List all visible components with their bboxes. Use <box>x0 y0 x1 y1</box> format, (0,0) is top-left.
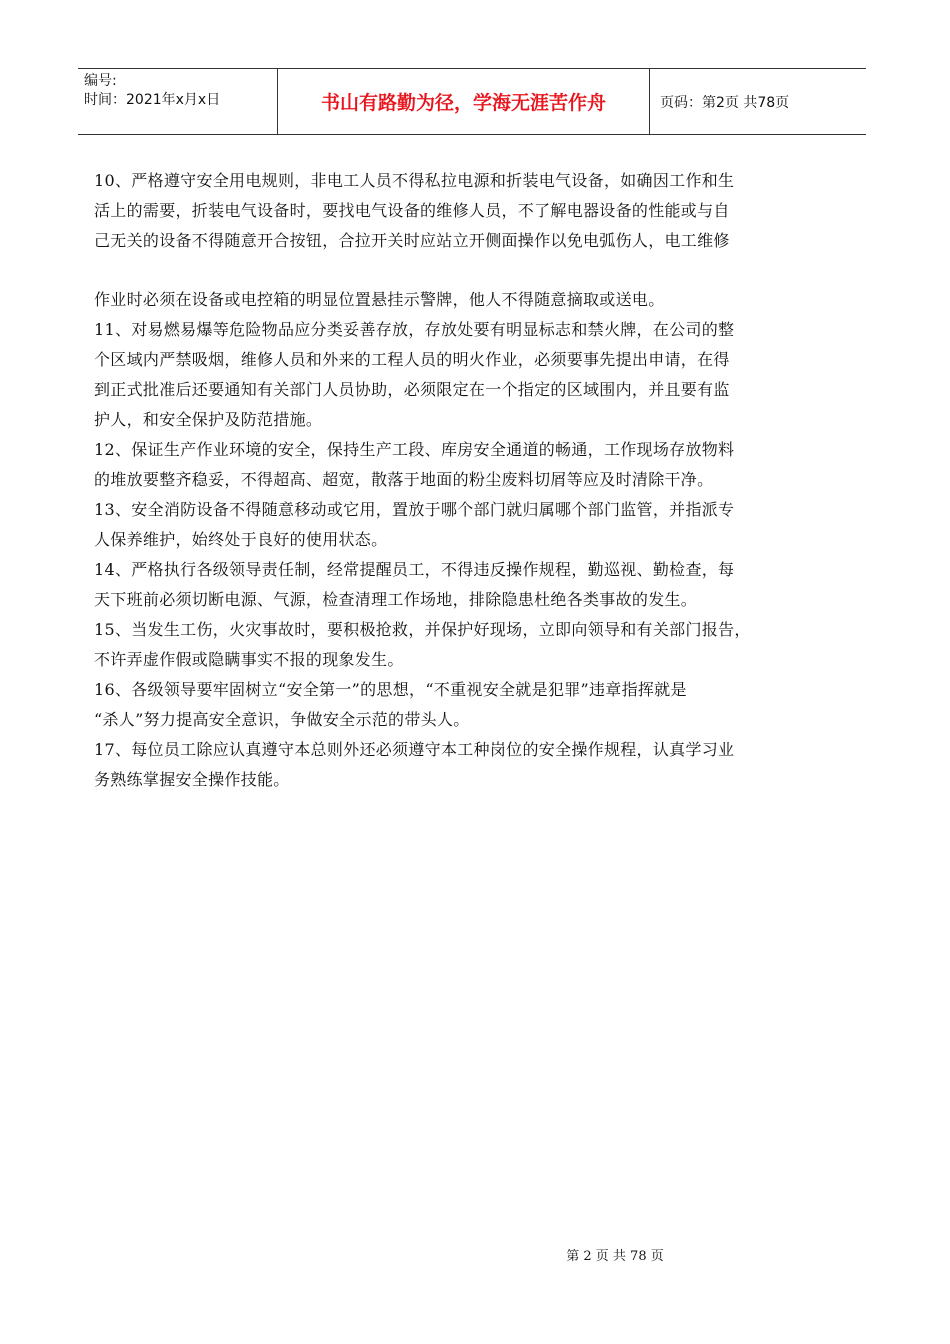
paragraph-line: 活上的需要，折装电气设备时，要找电气设备的维修人员，不了解电器设备的性能或与自 <box>94 201 730 220</box>
header-meta <box>78 69 278 134</box>
paragraph-line: “杀人”努力提高安全意识，争做安全示范的带头人。 <box>94 710 470 729</box>
paragraph-line: 人保养维护，始终处于良好的使用状态。 <box>94 530 388 549</box>
paragraph-line: 11、对易燃易爆等危险物品应分类妥善存放，存放处要有明显标志和禁火牌，在公司的整 <box>94 320 735 339</box>
paragraph-line: 10、严格遵守安全用电规则，非电工人员不得私拉电源和折装电气设备，如确因工作和生 <box>94 171 735 190</box>
rule-paragraph <box>94 735 864 795</box>
paragraph-line: 13、安全消防设备不得随意移动或它用，置放于哪个部门就归属哪个部门监管，并指派专 <box>94 500 735 519</box>
paragraph-line: 不许弄虚作假或隐瞒事实不报的现象发生。 <box>94 650 404 669</box>
rule-paragraph <box>94 675 864 735</box>
page-footer: 第 2 页 共 78 页 <box>566 1249 664 1264</box>
rule-paragraph <box>94 315 864 435</box>
rule-paragraph <box>94 166 864 315</box>
paragraph-line: 14、严格执行各级领导责任制，经常提醒员工，不得违反操作规程，勤巡视、勤检查，每 <box>94 560 735 579</box>
paragraph-line: 护人，和安全保护及防范措施。 <box>94 410 323 429</box>
paragraph-line: 15、当发生工伤，火灾事故时，要积极抢救，并保护好现场，立即向领导和有关部门报告， <box>94 620 751 639</box>
rule-paragraph <box>94 495 864 555</box>
rule-paragraph <box>94 615 864 675</box>
paragraph-line: 17、每位员工除应认真遵守本总则外还必须遵守本工种岗位的安全操作规程，认真学习业 <box>94 740 735 759</box>
page-header <box>78 68 866 135</box>
header-page-number: 页码：第2页 共78页 <box>660 94 790 111</box>
paragraph-line: 己无关的设备不得随意开合按钮，合拉开关时应站立开侧面操作以免电弧伤人，电工维修 <box>94 231 730 250</box>
paragraph-gap <box>94 256 864 285</box>
rule-paragraph <box>94 555 864 615</box>
paragraph-line: 12、保证生产作业环境的安全，保持生产工段、库房安全通道的畅通，工作现场存放物料 <box>94 440 735 459</box>
paragraph-line: 务熟练掌握安全操作技能。 <box>94 770 290 789</box>
document-number-label: 编号: <box>84 73 117 89</box>
document-time-label: 时间：2021年x月x日 <box>84 92 221 108</box>
paragraph-line: 作业时必须在设备或电控箱的明显位置悬挂示警牌，他人不得随意摘取或送电。 <box>94 290 665 309</box>
paragraph-line: 到正式批准后还要通知有关部门人员协助，必须限定在一个指定的区域围内，并且要有监 <box>94 380 730 399</box>
header-motto: 书山有路勤为径，学海无涯苦作舟 <box>278 69 650 134</box>
paragraph-line: 的堆放要整齐稳妥，不得超高、超宽，散落于地面的粉尘废料切屑等应及时清除干净。 <box>94 470 714 489</box>
document-body <box>94 166 864 795</box>
paragraph-line: 天下班前必须切断电源、气源，检查清理工作场地，排除隐患杜绝各类事故的发生。 <box>94 590 698 609</box>
paragraph-line: 16、各级领导要牢固树立“安全第一”的思想，“不重视安全就是犯罪”违章指挥就是 <box>94 680 687 699</box>
rule-paragraph <box>94 435 864 495</box>
paragraph-line: 个区域内严禁吸烟，维修人员和外来的工程人员的明火作业，必须要事先提出申请，在得 <box>94 350 730 369</box>
